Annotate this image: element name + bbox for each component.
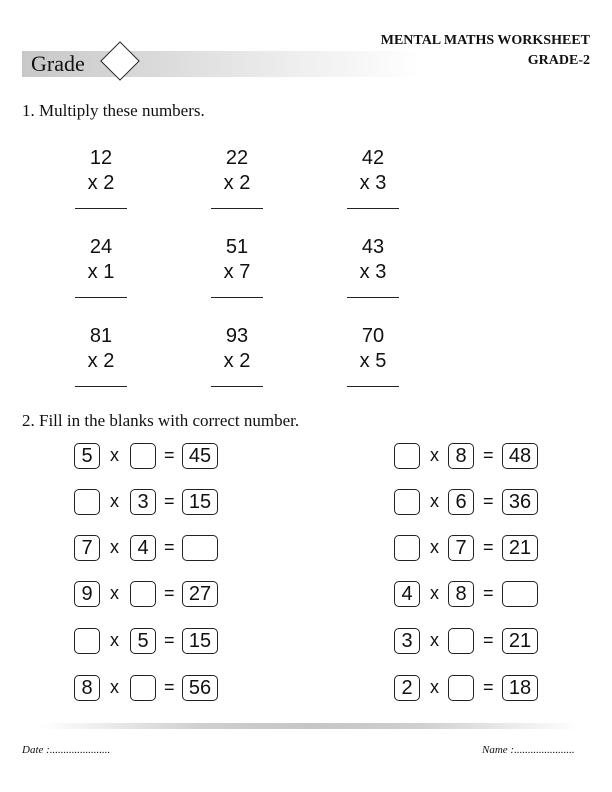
problem-top-number: 70 bbox=[361, 325, 385, 347]
answer-line[interactable] bbox=[347, 386, 399, 387]
times-sign: x bbox=[110, 630, 119, 650]
problem-multiplier: x 3 bbox=[359, 172, 387, 194]
factor-b-box[interactable] bbox=[130, 581, 156, 607]
problem-top-number: 12 bbox=[89, 147, 113, 169]
product-box[interactable] bbox=[502, 581, 538, 607]
factor-a-box[interactable]: 7 bbox=[74, 535, 100, 561]
section1-title: 1. Multiply these numbers. bbox=[22, 101, 205, 120]
factor-a-box[interactable]: 5 bbox=[74, 443, 100, 469]
problem-multiplier: x 7 bbox=[223, 261, 251, 283]
equals-sign: = bbox=[164, 677, 175, 697]
times-sign: x bbox=[110, 491, 119, 511]
product-box[interactable] bbox=[182, 535, 218, 561]
factor-a-box[interactable] bbox=[74, 628, 100, 654]
product-box[interactable]: 21 bbox=[502, 628, 538, 654]
times-sign: x bbox=[430, 583, 439, 603]
times-sign: x bbox=[430, 537, 439, 557]
times-sign: x bbox=[110, 445, 119, 465]
equals-sign: = bbox=[483, 537, 494, 557]
product-box[interactable]: 56 bbox=[182, 675, 218, 701]
times-sign: x bbox=[430, 445, 439, 465]
times-sign: x bbox=[110, 677, 119, 697]
worksheet-title: MENTAL MATHS WORKSHEET bbox=[380, 33, 590, 48]
problem-multiplier: x 1 bbox=[87, 261, 115, 283]
factor-b-box[interactable]: 5 bbox=[130, 628, 156, 654]
times-sign: x bbox=[430, 491, 439, 511]
factor-a-box[interactable]: 4 bbox=[394, 581, 420, 607]
answer-line[interactable] bbox=[211, 208, 263, 209]
product-box[interactable]: 45 bbox=[182, 443, 218, 469]
section2-title: 2. Fill in the blanks with correct number. bbox=[22, 411, 300, 430]
factor-b-box[interactable]: 6 bbox=[448, 489, 474, 515]
factor-a-box[interactable] bbox=[394, 489, 420, 515]
answer-line[interactable] bbox=[347, 297, 399, 298]
factor-a-box[interactable]: 8 bbox=[74, 675, 100, 701]
worksheet-grade-level: GRADE-2 bbox=[527, 53, 590, 68]
problem-multiplier: x 2 bbox=[223, 172, 251, 194]
problem-3 bbox=[345, 146, 401, 209]
problem-8 bbox=[209, 324, 265, 387]
product-box[interactable]: 18 bbox=[502, 675, 538, 701]
factor-b-box[interactable]: 8 bbox=[448, 581, 474, 607]
factor-b-box[interactable] bbox=[130, 443, 156, 469]
times-sign: x bbox=[430, 677, 439, 697]
factor-b-box[interactable]: 8 bbox=[448, 443, 474, 469]
equals-sign: = bbox=[483, 491, 494, 511]
equals-sign: = bbox=[483, 630, 494, 650]
times-sign: x bbox=[110, 537, 119, 557]
factor-b-box[interactable]: 3 bbox=[130, 489, 156, 515]
times-sign: x bbox=[430, 630, 439, 650]
problem-top-number: 81 bbox=[89, 325, 113, 347]
product-box[interactable]: 21 bbox=[502, 535, 538, 561]
problem-1 bbox=[73, 146, 129, 209]
factor-b-box[interactable] bbox=[448, 675, 474, 701]
equals-sign: = bbox=[483, 583, 494, 603]
problem-multiplier: x 2 bbox=[223, 350, 251, 372]
problem-top-number: 24 bbox=[89, 236, 113, 258]
problem-top-number: 93 bbox=[225, 325, 249, 347]
problem-top-number: 42 bbox=[361, 147, 385, 169]
factor-b-box[interactable]: 7 bbox=[448, 535, 474, 561]
factor-a-box[interactable]: 9 bbox=[74, 581, 100, 607]
problem-top-number: 43 bbox=[361, 236, 385, 258]
name-field[interactable]: Name :...................... bbox=[482, 744, 575, 756]
equals-sign: = bbox=[164, 491, 175, 511]
worksheet-heading bbox=[381, 31, 590, 71]
answer-line[interactable] bbox=[211, 386, 263, 387]
equals-sign: = bbox=[164, 583, 175, 603]
answer-line[interactable] bbox=[347, 208, 399, 209]
problem-2 bbox=[209, 146, 265, 209]
factor-a-box[interactable]: 2 bbox=[394, 675, 420, 701]
grade-label: Grade bbox=[31, 51, 85, 76]
factor-b-box[interactable] bbox=[448, 628, 474, 654]
factor-a-box[interactable] bbox=[394, 443, 420, 469]
problem-multiplier: x 5 bbox=[359, 350, 387, 372]
product-box[interactable]: 48 bbox=[502, 443, 538, 469]
problem-5 bbox=[209, 235, 265, 298]
problem-7 bbox=[73, 324, 129, 387]
product-box[interactable]: 15 bbox=[182, 489, 218, 515]
product-box[interactable]: 15 bbox=[182, 628, 218, 654]
factor-a-box[interactable] bbox=[74, 489, 100, 515]
problem-6 bbox=[345, 235, 401, 298]
times-sign: x bbox=[110, 583, 119, 603]
equals-sign: = bbox=[164, 630, 175, 650]
factor-b-box[interactable] bbox=[130, 675, 156, 701]
problem-top-number: 51 bbox=[225, 236, 249, 258]
equals-sign: = bbox=[164, 445, 175, 465]
product-box[interactable]: 36 bbox=[502, 489, 538, 515]
answer-line[interactable] bbox=[75, 386, 127, 387]
equals-sign: = bbox=[164, 537, 175, 557]
problem-multiplier: x 2 bbox=[87, 172, 115, 194]
factor-b-box[interactable]: 4 bbox=[130, 535, 156, 561]
problem-top-number: 22 bbox=[225, 147, 249, 169]
product-box[interactable]: 27 bbox=[182, 581, 218, 607]
problem-multiplier: x 3 bbox=[359, 261, 387, 283]
footer-divider bbox=[40, 723, 580, 729]
answer-line[interactable] bbox=[75, 208, 127, 209]
factor-a-box[interactable] bbox=[394, 535, 420, 561]
equals-sign: = bbox=[483, 677, 494, 697]
equals-sign: = bbox=[483, 445, 494, 465]
answer-line[interactable] bbox=[211, 297, 263, 298]
problem-4 bbox=[73, 235, 129, 298]
factor-a-box[interactable]: 3 bbox=[394, 628, 420, 654]
problem-multiplier: x 2 bbox=[87, 350, 115, 372]
date-field[interactable]: Date :...................... bbox=[22, 744, 111, 756]
problem-9 bbox=[345, 324, 401, 387]
answer-line[interactable] bbox=[75, 297, 127, 298]
